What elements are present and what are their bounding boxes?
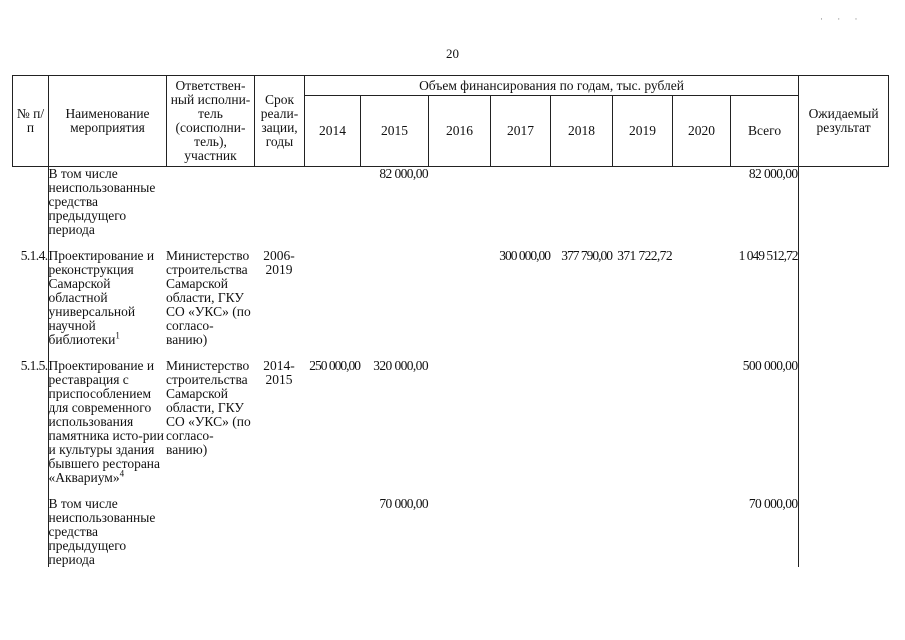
table-body [12, 167, 888, 567]
header-year-2019: 2019 [613, 96, 673, 167]
row-2015: 70 000,00 [379, 496, 428, 511]
row-term [254, 167, 304, 237]
row-result [798, 359, 888, 485]
row-name: Проектирование и реставрация с приспособлением для современного использования памятника исто-рии и культуры здания бывшего ресторана «Аквариум»$^4$ [48, 359, 166, 485]
header-year-2018: 2018 [551, 96, 613, 167]
row-responsible [166, 167, 254, 237]
row-2014 [304, 497, 360, 567]
row-2019 [612, 167, 672, 237]
row-2018 [550, 497, 612, 567]
header-name: Наименование мероприятия [49, 76, 167, 167]
header-year-2014: 2014 [305, 96, 361, 167]
row-2017 [490, 167, 550, 237]
table-row [12, 249, 888, 347]
row-2018: 377 790,00 [561, 248, 612, 263]
row-2017: 300 000,00 [499, 248, 550, 263]
header-year-2016: 2016 [429, 96, 491, 167]
row-result [798, 497, 888, 567]
row-total: 1 049 512,72 [738, 248, 798, 263]
footnote-mark: 4 [119, 468, 125, 479]
row-total: 70 000,00 [748, 496, 798, 511]
header-year-2015: 2015 [361, 96, 429, 167]
row-term [254, 497, 304, 567]
header-total: Всего [731, 96, 799, 167]
row-num [12, 497, 48, 567]
row-2020 [672, 167, 730, 237]
row-2015: 82 000,00 [379, 166, 428, 181]
row-responsible: Министерство строительства Самарской области, ГКУ СО «УКС» (по согласо-ванию) [166, 248, 251, 347]
row-2016 [428, 167, 490, 237]
table-header [12, 75, 888, 167]
row-2020 [672, 359, 730, 485]
header-result: Ожидаемый результат [799, 76, 889, 167]
row-2014 [304, 249, 360, 347]
row-2016 [428, 249, 490, 347]
header-num: № п/п [13, 76, 49, 167]
row-num: 5.1.5. [20, 358, 48, 373]
row-num: 5.1.4. [20, 248, 48, 263]
header-responsible: Ответствен-ный исполни-тель (соисполни-тель), участник [167, 76, 255, 167]
row-name: Проектирование и реконструкция Самарской областной универсальной научной библиотеки$^1$ [48, 249, 166, 347]
row-responsible [166, 497, 254, 567]
row-2019 [612, 359, 672, 485]
table-row [12, 167, 888, 237]
row-result [798, 249, 888, 347]
row-total: 500 000,00 [742, 358, 798, 373]
footnote-mark: 1 [115, 330, 120, 341]
header-year-2017: 2017 [491, 96, 551, 167]
row-total: 82 000,00 [748, 166, 798, 181]
row-term: 2006-2019 [263, 248, 295, 277]
header-funding: Объем финансирования по годам, тыс. рублей [305, 76, 799, 96]
row-2016 [428, 497, 490, 567]
row-2017 [490, 359, 550, 485]
row-2016 [428, 359, 490, 485]
row-2018 [550, 359, 612, 485]
row-2019 [612, 497, 672, 567]
header-year-2020: 2020 [673, 96, 731, 167]
row-2020 [672, 497, 730, 567]
row-2018 [550, 167, 612, 237]
row-2019: 371 722,72 [617, 248, 672, 263]
row-num [12, 167, 48, 237]
row-name: В том числе неиспользованные средства предыдущего периода [48, 167, 166, 237]
row-responsible: Министерство строительства Самарской области, ГКУ СО «УКС» (по согласо-ванию) [166, 358, 251, 457]
header-term: Срок реали-зации, годы [255, 76, 305, 167]
row-name: В том числе неиспользованные средства предыдущего периода [48, 497, 166, 567]
row-2015 [360, 249, 428, 347]
row-2014: 250 000,00 [309, 358, 360, 373]
row-result [798, 167, 888, 237]
page-number: 20 [446, 46, 459, 61]
row-term: 2014-2015 [263, 358, 295, 387]
row-2020 [672, 249, 730, 347]
row-2015: 320 000,00 [373, 358, 428, 373]
table-row [12, 497, 888, 567]
scan-marks: · · · [820, 14, 864, 24]
table-row [12, 359, 888, 485]
row-2014 [304, 167, 360, 237]
row-2017 [490, 497, 550, 567]
